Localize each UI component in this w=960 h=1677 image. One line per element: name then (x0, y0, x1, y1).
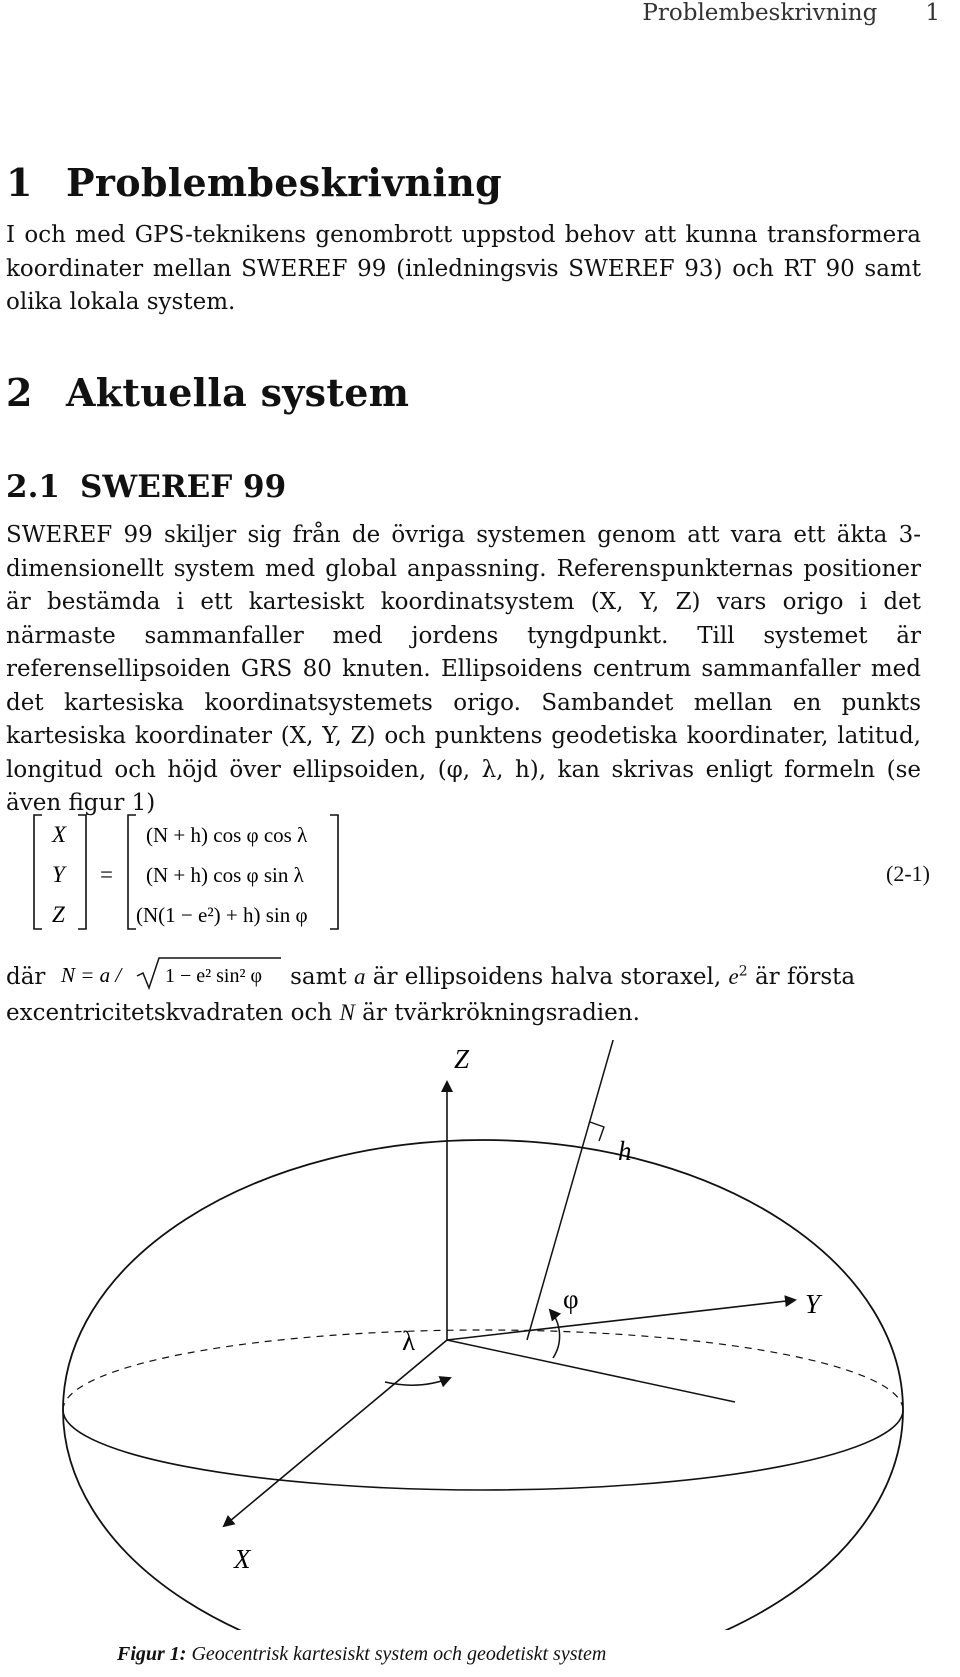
where-text-2: är ellipsoidens halva storaxel, (365, 964, 729, 990)
section-1-title: Problembeskrivning (66, 160, 502, 205)
phi-arc (550, 1310, 560, 1358)
lhs-x: X (52, 822, 67, 847)
caption-text: Geocentrisk kartesiskt system och geodetiskt system (186, 1643, 607, 1665)
equator-front (63, 1410, 903, 1490)
y-axis-label: Y (805, 1289, 821, 1319)
section-2-1-paragraph: SWEREF 99 skiljer sig från de övriga systemen genom att vara ett äkta 3-dimensionellt system med global anpassning. Referenspunkternas positioner är bestämda i ett kartesiskt koordinatsystem (X, Y, Z) vars origo i det närmaste sammanfaller med jordens tyngdpunkt. Till systemet är referensellipsoiden GRS 80 knuten. Ellipsoidens centrum sammanfaller med det kartesiska koordinatsystemets origo. Sambandet mellan en punkts kartesiska koordinater (X, Y, Z) och punktens geodetiska koordinater, latitud, longitud och höjd över ellipsoiden, (φ, λ, h), kan skrivas enligt formeln (se även figur 1) (6, 522, 921, 816)
where-lead: där (6, 964, 46, 990)
symbol-e-superscript: 2 (738, 963, 748, 980)
where-text-1: samt (290, 964, 354, 990)
where-clause (6, 954, 921, 1031)
lambda-arc (385, 1378, 450, 1385)
symbol-n: N (339, 1000, 355, 1025)
section-2-1-heading (6, 469, 286, 505)
figure-1-diagram (0, 1040, 960, 1630)
phi-label: φ (563, 1284, 579, 1314)
x-axis (224, 1340, 447, 1526)
section-2-heading (6, 370, 409, 415)
x-axis-label: X (234, 1544, 251, 1574)
symbol-a: a (353, 964, 366, 989)
equator-back (63, 1330, 903, 1410)
page-number: 1 (925, 0, 940, 26)
formula-2-1 (30, 812, 930, 932)
lambda-label: λ (402, 1326, 416, 1356)
right-angle-marker (590, 1122, 604, 1141)
section-2-1-number: 2.1 (6, 469, 60, 505)
rhs-row-1: (N + h) cos φ cos λ (146, 823, 308, 847)
formula-matrix (30, 812, 870, 932)
n-formula (53, 954, 283, 994)
section-2-number: 2 (6, 370, 33, 415)
rhs-row-3: (N(1 − e²) + h) sin φ (136, 903, 308, 927)
meridian-projection-line (447, 1340, 735, 1402)
rhs-left-bracket (128, 815, 136, 929)
section-2-title: Aktuella system (66, 370, 410, 415)
lhs-y: Y (52, 862, 65, 887)
section-1-number: 1 (6, 160, 33, 205)
where-text-3: är första excentricitetskvadraten och (6, 964, 856, 1026)
equation-number: (2-1) (886, 861, 930, 886)
figure-1-caption (117, 1643, 606, 1666)
n-formula-radicand: 1 − e² sin² φ (164, 965, 262, 987)
z-axis-label: Z (454, 1044, 470, 1074)
rhs-row-2: (N + h) cos φ sin λ (146, 863, 304, 887)
h-label: h (618, 1136, 632, 1166)
rhs-right-bracket (330, 815, 338, 929)
symbol-e: e (728, 964, 739, 989)
lhs-right-bracket (78, 815, 86, 929)
section-1-heading (6, 160, 502, 205)
lhs-left-bracket (34, 815, 42, 929)
equals-sign: = (100, 862, 113, 887)
where-text-4: är tvärkrökningsradien. (354, 1000, 640, 1026)
running-header-title: Problembeskrivning (642, 0, 878, 26)
lhs-z: Z (52, 902, 65, 927)
running-header (642, 0, 940, 26)
caption-label: Figur 1: (117, 1643, 187, 1665)
n-formula-lhs: N = a / (60, 963, 122, 987)
ellipsoid-outline (63, 1140, 903, 1630)
section-2-1-title: SWEREF 99 (80, 469, 287, 505)
section-1-paragraph: I och med GPS-teknikens genombrott uppstod behov att kunna transformera koordinater mellan SWEREF 99 (inledningsvis SWEREF 93) och RT 90 samt olika lokala system. (6, 222, 921, 315)
